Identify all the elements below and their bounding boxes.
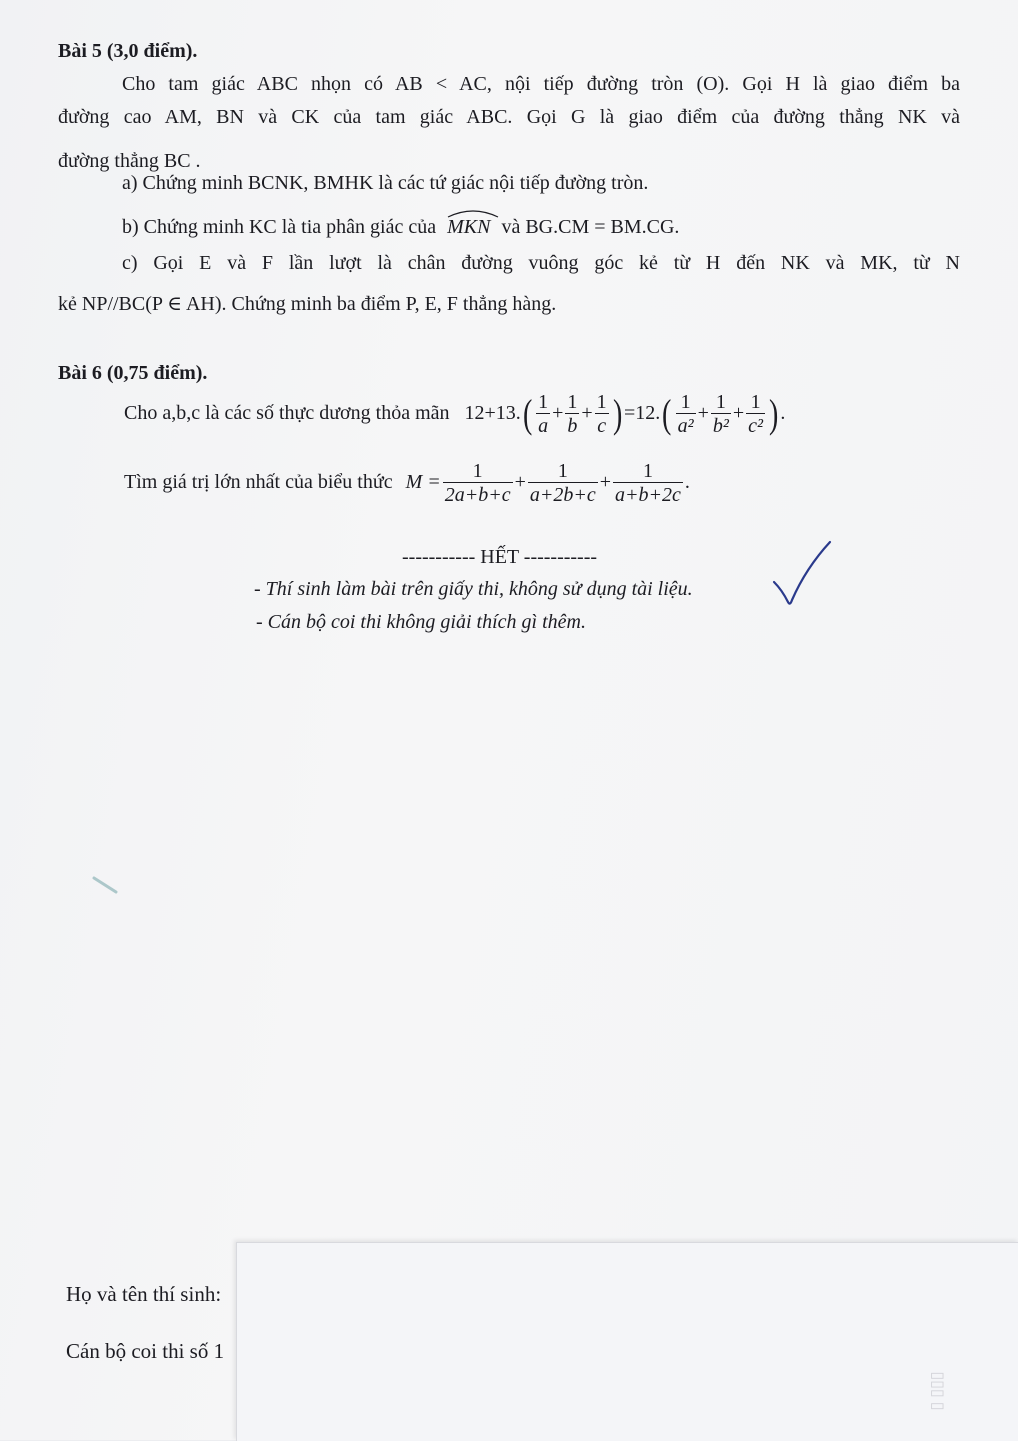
- numerator: 1: [567, 390, 578, 413]
- smudge-mark: [92, 876, 122, 896]
- frac-1-a2: [676, 391, 696, 438]
- problem-6-expression: Tìm giá trị lớn nhất của biểu thức M = $\frac{1}{2a+b+c}$ + $\frac{1}{a+2b+c}$ + $\frac{1}{a+b+2c}$ .: [124, 459, 690, 506]
- denominator: b²: [712, 414, 729, 437]
- problem-5-part-c-line-1: c) Gọi E và F lần lượt là chân đường vuông góc kẻ từ H đến NK và MK, từ N: [122, 252, 960, 274]
- numerator: 1: [472, 459, 483, 482]
- frac-1-b: [565, 391, 579, 438]
- denominator: a+b+2c: [615, 483, 681, 506]
- problem-5-part-c-line-2: kẻ NP//BC(P ∈ AH). Chứng minh ba điểm P, E, F thẳng hàng.: [58, 293, 557, 315]
- angle-hat-icon: [447, 208, 499, 218]
- frac-1-a: [536, 391, 550, 438]
- denominator: c²: [748, 414, 764, 437]
- numerator: 1: [680, 390, 691, 413]
- numerator: 1: [596, 390, 607, 413]
- frac-1-c2: [746, 391, 765, 438]
- end-marker: ----------- HẾT -----------: [402, 546, 598, 568]
- angle-label: MKN: [447, 216, 491, 238]
- problem-6-condition: Cho a,b,c là các số thực dương thỏa mãn 12+13.( $\frac{1}{a}$ + $\frac{1}{b}$ + $\frac{1}{c}$ )=12.( $\frac{1}{\text{a²}}$ + $\frac{1}{\text{b²}}$ + $\frac{1}{\text{c²}}$ ).: [124, 390, 786, 437]
- denominator: a²: [677, 414, 694, 437]
- paren-close-icon: ): [769, 391, 779, 437]
- denominator: a: [538, 414, 549, 437]
- problem-5-text-line-1: Cho tam giác ABC nhọn có AB < AC, nội tiếp đường tròn (O). Gọi H là giao điểm ba: [122, 73, 960, 95]
- frac-1-b2: [711, 391, 731, 438]
- problem-5-part-a: a) Chứng minh BCNK, BMHK là các tứ giác nội tiếp đường tròn.: [122, 172, 649, 194]
- numerator: 1: [715, 390, 726, 413]
- denominator: a+2b+c: [529, 483, 596, 506]
- problem-5-text-line-2: đường cao AM, BN và CK của tam giác ABC. Gọi G là giao điểm của đường thẳng NK và: [58, 106, 960, 128]
- paren-open-icon: (: [522, 391, 533, 437]
- m-frac-2: [528, 460, 598, 507]
- eq-left: 12+13.: [464, 402, 521, 424]
- proctor-label: Cán bộ coi thi số 1: [66, 1339, 225, 1363]
- find-text: Tìm giá trị lớn nhất của biểu thức: [124, 471, 393, 493]
- m-label: M =: [405, 471, 441, 493]
- eq-mid: =12.: [624, 402, 661, 424]
- faint-text-mark: ▯ ▯▯▯: [928, 1371, 946, 1411]
- angle-mkn: [447, 216, 490, 239]
- numerator: 1: [642, 459, 653, 482]
- problem-5-title: Bài 5 (3,0 điểm).: [58, 40, 198, 62]
- denominator: b: [567, 414, 578, 437]
- part-b-prefix: b) Chứng minh KC là tia phân giác của: [122, 216, 437, 238]
- paren-open-icon: (: [662, 391, 672, 437]
- numerator: 1: [538, 390, 549, 413]
- m-frac-3: [613, 460, 683, 507]
- denominator: 2a+b+c: [444, 483, 511, 506]
- condition-text: Cho a,b,c là các số thực dương thỏa mãn: [124, 402, 450, 424]
- numerator: 1: [750, 390, 761, 413]
- m-frac-1: [443, 460, 513, 507]
- denominator: c: [595, 413, 609, 438]
- problem-5-text-line-3: đường thẳng BC .: [58, 150, 201, 172]
- problem-5-part-b: [122, 216, 679, 239]
- part-b-suffix: và BG.CM = BM.CG.: [501, 216, 680, 238]
- numerator: 1: [557, 459, 568, 482]
- checkmark-icon: [772, 538, 834, 610]
- covering-sheet: [236, 1242, 1018, 1441]
- candidate-name-label: Họ và tên thí sinh:: [66, 1282, 222, 1306]
- problem-6-title: Bài 6 (0,75 điểm).: [58, 362, 208, 384]
- paren-close-icon: ): [612, 391, 623, 437]
- note-2: - Cán bộ coi thi không giải thích gì thêm.: [256, 611, 586, 633]
- note-1: - Thí sinh làm bài trên giấy thi, không sử dụng tài liệu.: [254, 578, 693, 600]
- frac-1-c: [595, 391, 609, 438]
